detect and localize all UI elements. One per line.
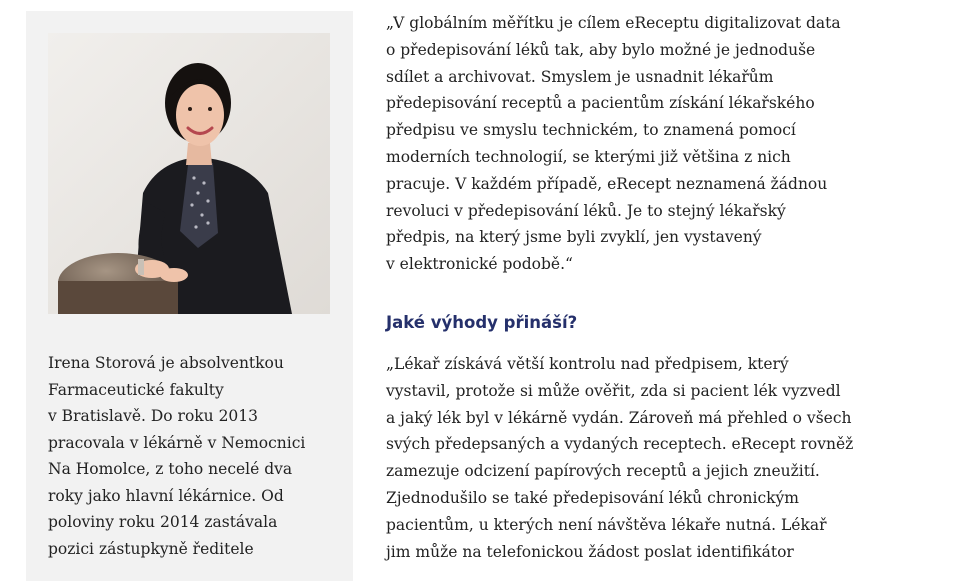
text-line: Zjednodušilo se také předepisování léků chronickým [386,488,799,507]
text-line: v elektronické podobě.“ [386,255,573,274]
text-line: revoluci v předepisování léků. Je to stejný lékařský [386,201,786,220]
bio-line: Farmaceutické fakulty [48,380,224,399]
text-line: pracuje. V každém případě, eRecept neznamená žádnou [386,174,828,193]
text-line: a jaký lék byl v lékárně vydán. Zároveň má přehled o všech [386,408,852,427]
text-line: „V globálním měřítku je cílem eReceptu digitalizovat data [386,14,841,32]
text-line: o předepisování léků tak, aby bylo možné je jednoduše [386,40,816,59]
article-body [386,10,946,561]
text-line: předpis, na který jsme byli zvyklí, jen vystavený [386,228,762,247]
text-line: pacientům, u kterých není návštěva lékaře nutná. Lékař [386,515,827,534]
quote-paragraph-1 [386,10,946,278]
author-bio [48,350,338,562]
bio-line: poloviny roku 2014 zastávala [48,513,278,531]
text-line: zamezuje odcizení papírových receptů a jejich zneužití. [386,462,820,481]
text-line: moderních technologií, se kterými již většina z nich [386,147,791,166]
author-portrait-image [48,33,330,314]
bio-line: Irena Storová je absolventkou [48,354,284,372]
text-line: předepisování receptů a pacientům získání lékařského [386,94,815,113]
bio-line: pozici zástupkyně ředitele [48,539,254,558]
section-heading: Jaké výhody přináší? [386,313,578,332]
text-line: svých předepsaných a vydaných receptech. eRecept rovněž [386,435,854,454]
bio-line: pracovala v lékárně v Nemocnici [48,433,306,452]
portrait-illustration [48,33,330,314]
bio-line: Na Homolce, z toho necelé dva [48,460,293,478]
quote-paragraph-2 [386,351,853,565]
bio-line: roky jako hlavní lékárnice. Od [48,486,284,505]
text-line: „Lékař získává větší kontrolu nad předpisem, který [386,355,789,373]
text-line: sdílet a archivovat. Smyslem je usnadnit lékařům [386,67,774,86]
text-line: předpisu ve smyslu technickém, to znamená pomocí [386,121,796,140]
author-sidebar [26,11,353,581]
text-line: vystavil, protože si může ověřit, zda si pacient lék vyzvedl [386,381,841,400]
bio-line: v Bratislavě. Do roku 2013 [48,407,259,425]
text-line: jim může na telefonickou žádost poslat identifikátor [386,542,794,561]
